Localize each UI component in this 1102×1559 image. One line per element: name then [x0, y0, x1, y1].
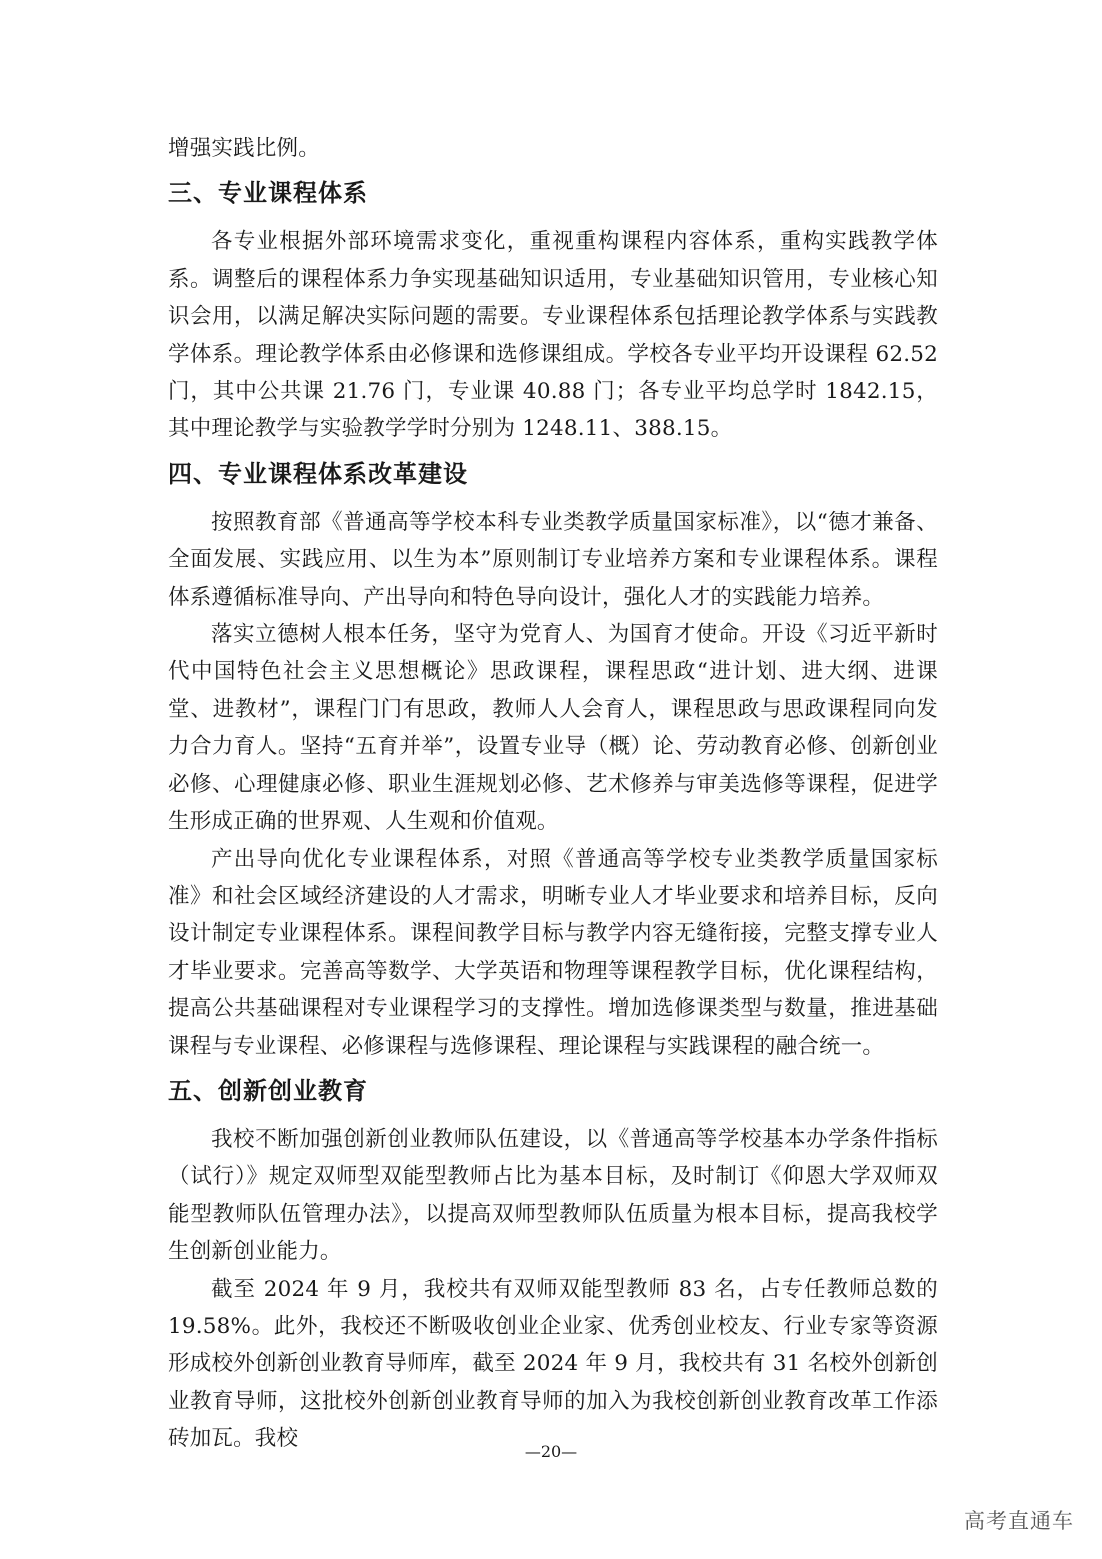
paragraph: 截至 2024 年 9 月，我校共有双师双能型教师 83 名，占专任教师总数的 19.58%。此外，我校还不断吸收创业企业家、优秀创业校友、行业专家等资源形成校外创新创业教育导师库，截至 2024 年 9 月，我校共有 31 名校外创新创业教育导师，这批校外创新创业教育导师的加入为我校创新创业教育改革工作添砖加瓦。我校 [168, 1276, 938, 1452]
paragraph: 我校不断加强创新创业教师队伍建设，以《普通高等学校基本办学条件指标（试行）》规定双师型双能型教师占比为基本目标，及时制订《仰恩大学双师双能型教师队伍管理办法》，以提高双师型教师队伍质量为根本目标，提高我校学生创新创业能力。 [168, 1126, 938, 1265]
section-heading-4: 四、专业课程体系改革建设 [168, 459, 468, 488]
page-number: —20— [524, 1442, 578, 1461]
paragraph: 按照教育部《普通高等学校本科专业类教学质量国家标准》，以“德才兼备、全面发展、实践应用、以生为本”原则制订专业培养方案和专业课程体系。课程体系遵循标准导向、产出导向和特色导向设计，强化人才的实践能力培养。 [168, 509, 938, 610]
watermark-text: 高考直通车 [964, 1509, 1074, 1533]
section-heading-3: 三、专业课程体系 [168, 179, 368, 208]
document-page [168, 130, 938, 1458]
section-heading-5: 五、创新创业教育 [168, 1076, 368, 1105]
paragraph: 各专业根据外部环境需求变化，重视重构课程内容体系，重构实践教学体系。调整后的课程体系力争实现基础知识适用，专业基础知识管用，专业核心知识会用，以满足解决实际问题的需要。专业课程体系包括理论教学体系与实践教学体系。理论教学体系由必修课和选修课组成。学校各专业平均开设课程 62.52 门，其中公共课 21.76 门，专业课 40.88 门；各专业平均总学时 1842.15，其中理论教学与实验教学学时分别为 1248.11、388.15。 [168, 229, 938, 442]
continuation-paragraph: 增强实践比例。 [168, 136, 320, 161]
paragraph: 落实立德树人根本任务，坚守为党育人、为国育才使命。开设《习近平新时代中国特色社会主义思想概论》思政课程，课程思政“进计划、进大纲、进课堂、进教材”，课程门门有思政，教师人人会育人，课程思政与思政课程同向发力合力育人。坚持“五育并举”，设置专业导（概）论、劳动教育必修、创新创业必修、心理健康必修、职业生涯规划必修、艺术修养与审美选修等课程，促进学生形成正确的世界观、人生观和价值观。 [168, 622, 938, 835]
paragraph: 产出导向优化专业课程体系，对照《普通高等学校专业类教学质量国家标准》和社会区域经济建设的人才需求，明晰专业人才毕业要求和培养目标，反向设计制定专业课程体系。课程间教学目标与教学内容无缝衔接，完整支撑专业人才毕业要求。完善高等数学、大学英语和物理等课程教学目标，优化课程结构，提高公共基础课程对专业课程学习的支撑性。增加选修课类型与数量，推进基础课程与专业课程、必修课程与选修课程、理论课程与实践课程的融合统一。 [168, 846, 938, 1059]
